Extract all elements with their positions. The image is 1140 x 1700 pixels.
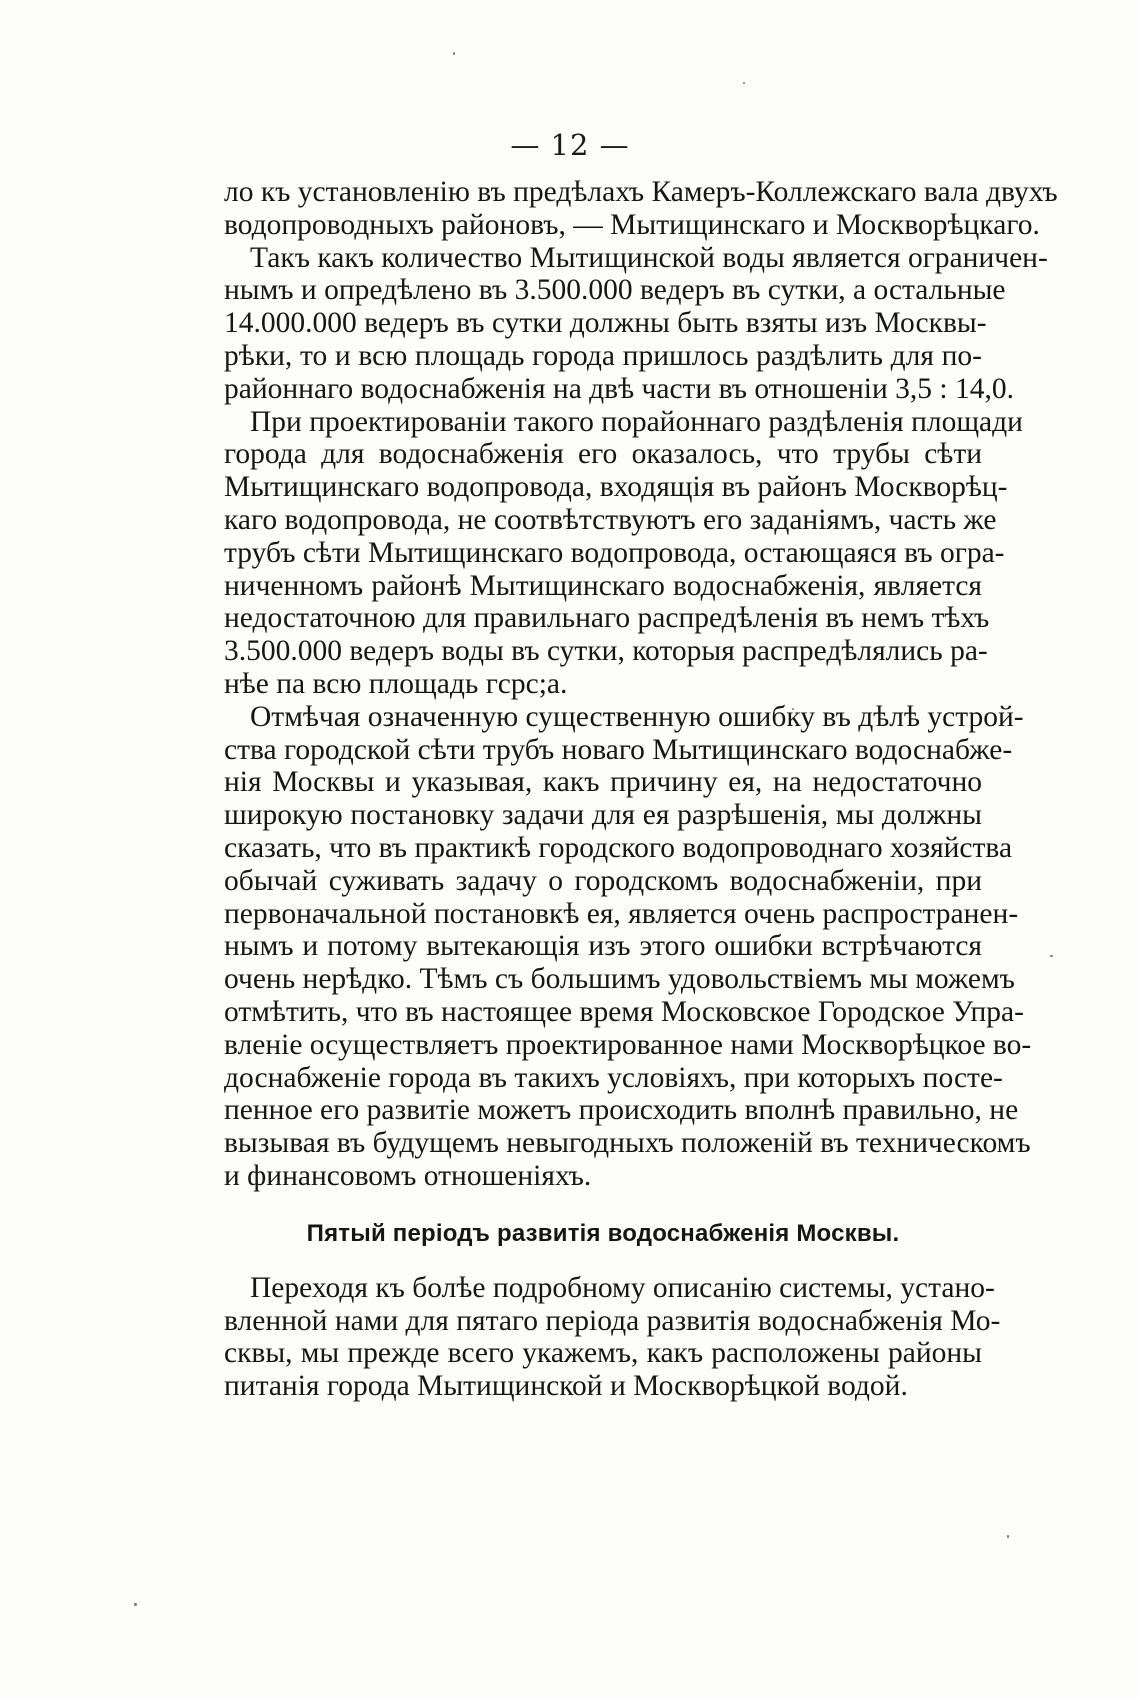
text-line: нія Москвы и указывая, какъ причину ея, на недостаточно (224, 766, 982, 799)
text-line: Переходя къ болѣе подробному описанію системы, устано- (250, 1271, 995, 1304)
paragraph-5 (224, 1271, 1001, 1403)
text-line: Такъ какъ количество Мытищинской воды является ограничен- (250, 241, 1048, 274)
text-line: недостаточною для правильнаго распредѣленія въ немъ тѣхъ (224, 602, 990, 635)
text-line: нымъ и опредѣлено въ 3.500.000 ведеръ въ сутки, а остальные (224, 274, 1006, 307)
paragraph-3 (224, 405, 1023, 701)
scan-speck (1007, 1535, 1009, 1538)
text-line: сквы, мы прежде всего укажемъ, какъ расположены районы (224, 1337, 982, 1370)
text-line: и финансовомъ отношеніяхъ. (224, 1159, 592, 1192)
text-line: ства городской сѣти трубъ новаго Мытищинскаго водоснабже- (224, 733, 1013, 766)
text-line: города для водоснабженія его оказалось, что трубы сѣти (224, 438, 982, 471)
text-line: рѣки, то и всю площадь города пришлось раздѣлить для по- (224, 339, 982, 372)
text-line: нымъ и потому вытекающія изъ этого ошибки встрѣчаются (224, 930, 982, 963)
scan-speck (453, 52, 455, 55)
scan-speck (743, 82, 745, 84)
text-line: широкую постановку задачи для ея разрѣшенія, мы должны (224, 799, 982, 832)
scan-speck (134, 1603, 137, 1606)
text-line: обычай суживать задачу о городскомъ водоснабженіи, при (224, 864, 982, 897)
paragraph-1 (224, 176, 1058, 242)
text-line: вызывая въ будущемъ невыгодныхъ положеній въ техническомъ (224, 1127, 1031, 1160)
text-line: пенное его развитіе можетъ происходить вполнѣ правильно, не (224, 1094, 1019, 1127)
text-line: каго водопровода, не соотвѣтствуютъ его заданіямъ, часть же (224, 503, 997, 536)
text-line: сказать, что въ практикѣ городского водопроводнаго хозяйства (224, 831, 1013, 864)
text-line: первоначальной постановкѣ ея, является очень распространен- (224, 897, 1019, 930)
scan-speck (1050, 955, 1053, 957)
text-line: 3.500.000 ведеръ воды въ сутки, которыя распредѣлялись ра- (224, 635, 988, 668)
text-line: При проектированіи такого порайоннаго раздѣленія площади (250, 405, 1023, 438)
text-line: Отмѣчая означенную существенную ошибку въ дѣлѣ устрой- (250, 700, 1024, 733)
paragraph-4 (224, 700, 1032, 1193)
text-line: вленной нами для пятаго періода развитія водоснабженія Мо- (224, 1304, 1001, 1337)
text-line: нѣе па всю площадь гсрс;а. (224, 667, 568, 700)
text-line: водопроводныхъ районовъ, — Мытищинскаго и Москворѣцкаго. (224, 208, 1040, 241)
text-line: районнаго водоснабженія на двѣ части въ отношеніи 3,5 : 14,0. (224, 372, 1014, 405)
text-line: ло къ установленію въ предѣлахъ Камеръ-Коллежскаго вала двухъ (224, 176, 1058, 208)
section-heading: Пятый періодъ развитія водоснабженія Москвы. (306, 1219, 900, 1247)
text-line: 14.000.000 ведеръ въ сутки должны быть взяты изъ Москвы- (224, 307, 987, 340)
text-line: Мытищинскаго водопровода, входящія въ районъ Москворѣц- (224, 471, 1008, 504)
page-number: — 12 — (510, 128, 630, 162)
paragraph-2 (224, 241, 1048, 406)
text-line: вленіе осуществляетъ проектированное нами Москворѣцкое во- (224, 1028, 1032, 1061)
text-line: питанія города Мытищинской и Москворѣцкой водой. (224, 1370, 908, 1403)
body-text (224, 176, 1058, 1403)
text-line: очень нерѣдко. Тѣмъ съ большимъ удовольствіемъ мы можемъ (224, 963, 1015, 996)
text-line: ниченномъ районѣ Мытищинскаго водоснабженія, является (224, 569, 982, 602)
text-line: доснабженіе города въ такихъ условіяхъ, при которыхъ посте- (224, 1061, 1003, 1094)
text-line: отмѣтить, что въ настоящее время Московское Городское Упра- (224, 995, 1024, 1028)
text-line: трубъ сѣти Мытищинскаго водопровода, остающаяся въ огра- (224, 536, 1005, 569)
